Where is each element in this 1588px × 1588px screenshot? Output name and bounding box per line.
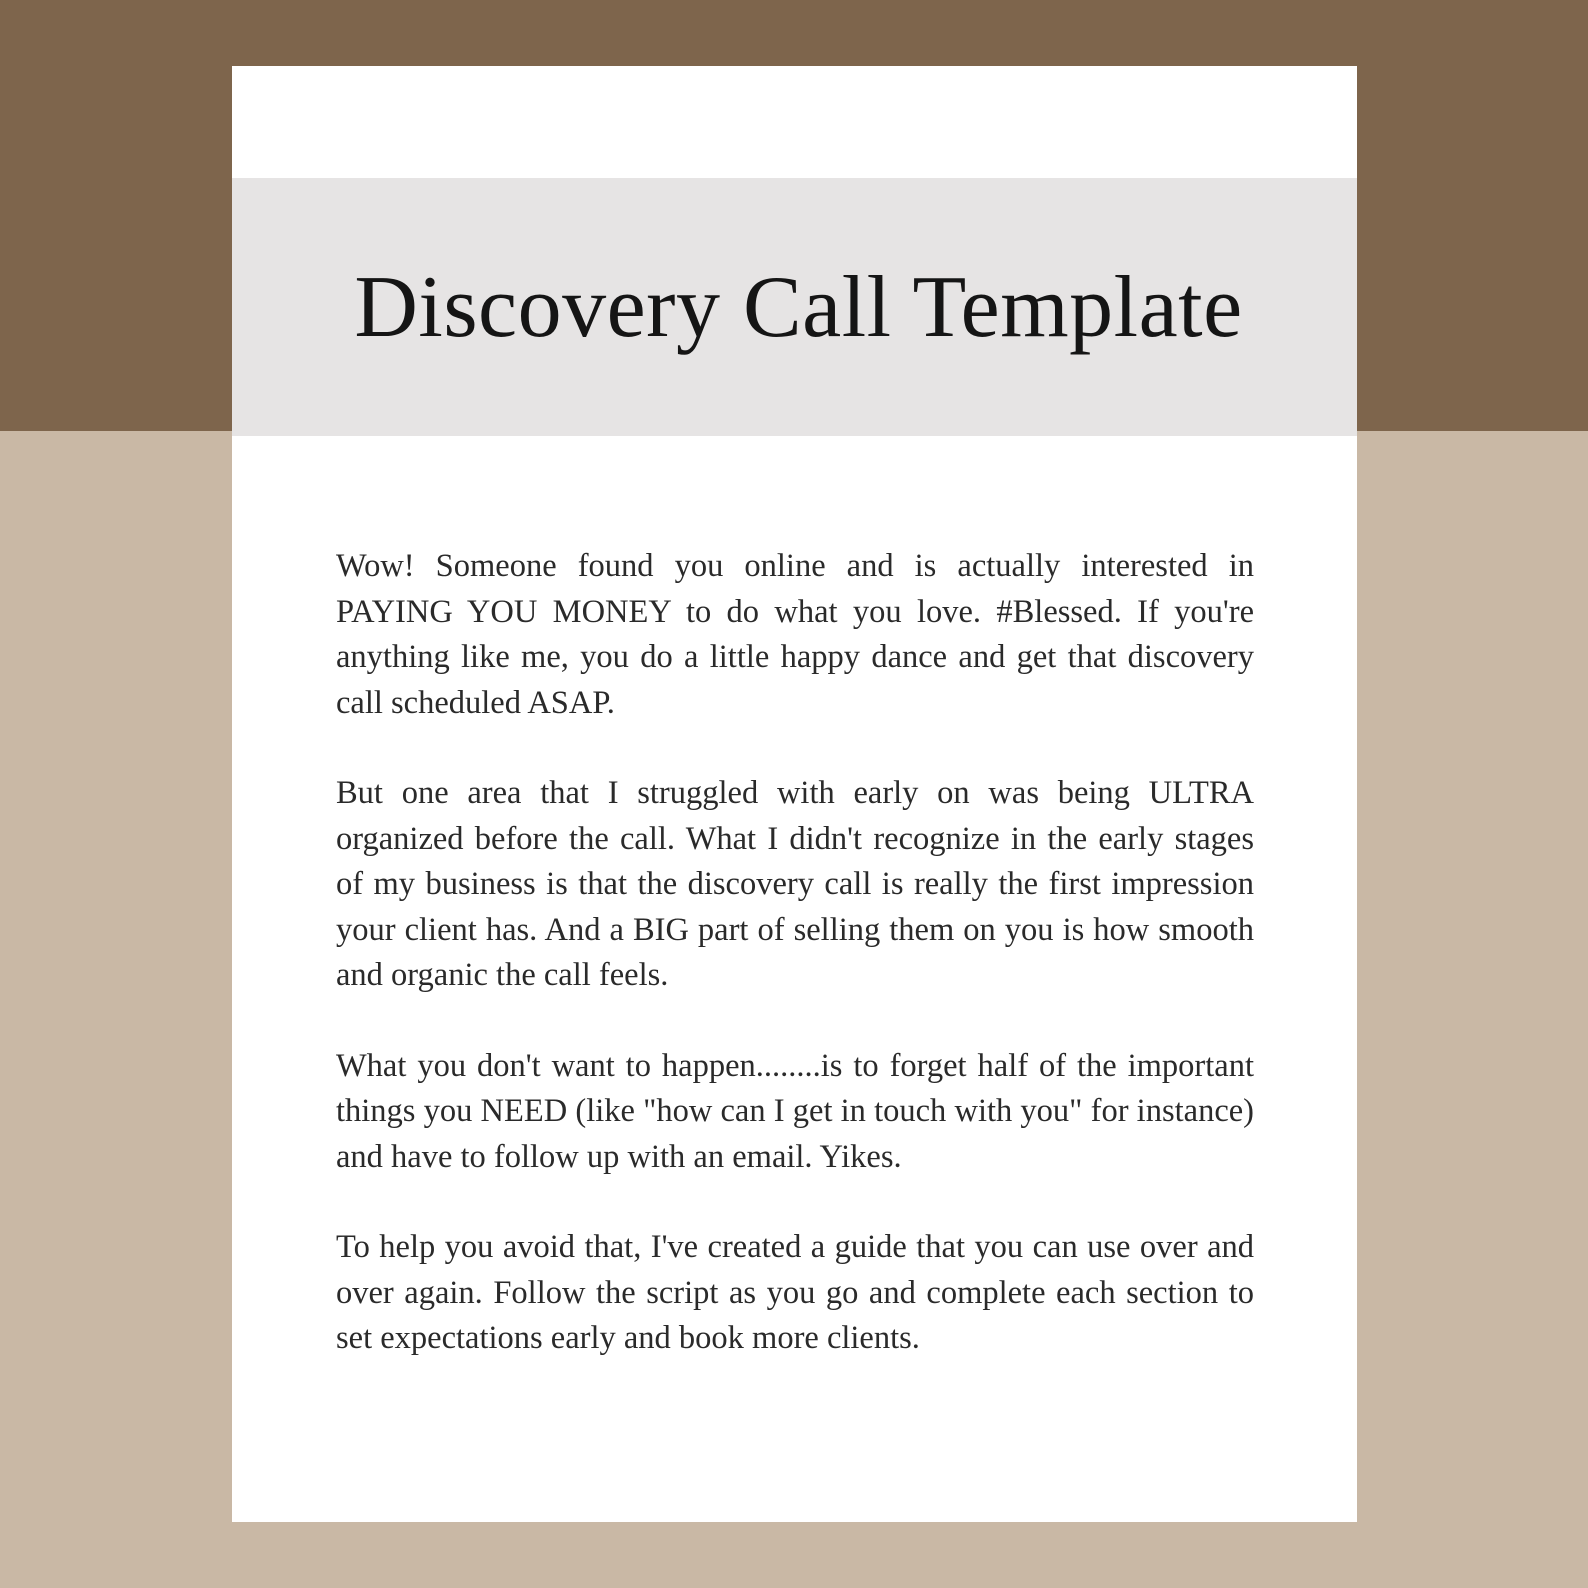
body-text (336, 544, 1254, 1407)
paragraph-struggle: But one area that I struggled with early on was being ULTRA organized before the call. What I didn't recognize in the early stages of my business is that the discovery call is really the first impression your client has. And a BIG part of selling them on you is how smooth and organic the call feels. (336, 775, 1254, 993)
paragraph-intro: Wow! Someone found you online and is actually interested in PAYING YOU MONEY to do what you love. #Blessed. If you're anything like me, you do a little happy dance and get that discovery call scheduled ASAP. (336, 548, 1254, 721)
page-title: Discovery Call Template (354, 258, 1243, 356)
paragraph-avoid: What you don't want to happen........is to forget half of the important things you NEED (like "how can I get in touch with you" for instance) and have to follow up with an email. Yikes. (336, 1047, 1254, 1175)
title-banner (232, 178, 1357, 436)
document-page (232, 66, 1357, 1522)
paragraph-guide: To help you avoid that, I've created a guide that you can use over and over again. Follow the script as you go and complete each section to set expectations early and book more clients. (336, 1229, 1254, 1356)
